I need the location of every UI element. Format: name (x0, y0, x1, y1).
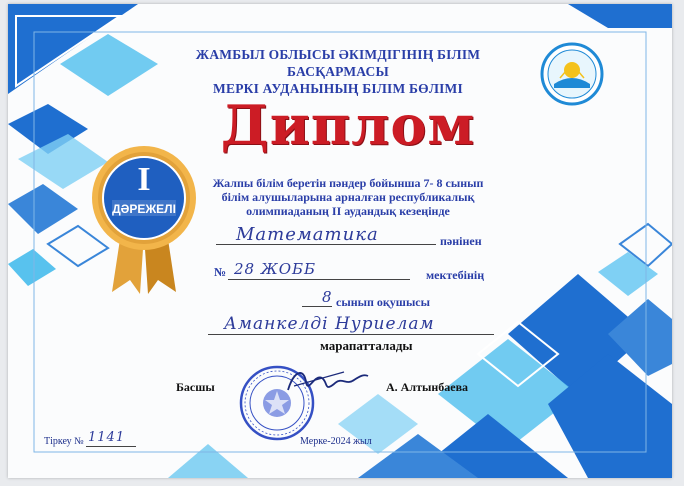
awarded-label: марапатталады (320, 338, 413, 353)
place-year: Мерке-2024 жыл (300, 436, 372, 447)
first-degree-badge (90, 144, 198, 294)
subject-underline (216, 244, 436, 245)
badge-label: ДӘРЕЖЕЛІ (112, 202, 176, 216)
subject-label: пәнінен (440, 234, 482, 248)
description-line-2: білім алушыларына арналған республикалық (221, 190, 475, 204)
issuer-line-2: МЕРКІ АУДАНЫНЫҢ БІЛІМ БӨЛІМІ (213, 81, 463, 96)
department-emblem-icon (540, 42, 604, 106)
registration-label: Тіркеу № (44, 436, 84, 447)
registration-number: 1141 (88, 430, 126, 445)
grade-value: 8 (322, 288, 333, 306)
student-name: Аманкелді Нуриелам (224, 314, 435, 334)
school-value: 28 ЖОББ (234, 260, 317, 278)
subject-value: Математика (236, 224, 379, 245)
diploma-sheet (8, 4, 672, 478)
description-line-1: Жалпы білім беретін пәндер бойынша 7- 8 сынып (212, 176, 484, 190)
issuer-header (158, 46, 518, 97)
registration-underline (86, 446, 136, 447)
school-number-sign: № (214, 265, 227, 279)
description-line-3: олимпиаданың ІІ аудандық кезеңінде (246, 204, 450, 218)
diploma-title: Диплом (220, 93, 476, 157)
student-underline (208, 334, 494, 335)
issuer-line-1: ЖАМБЫЛ ОБЛЫСЫ ӘКІМДІГІНІҢ БІЛІМ БАСҚАРМАСЫ (195, 47, 481, 79)
badge-degree: I (137, 161, 151, 198)
grade-underline (302, 306, 332, 307)
handwritten-signature-icon (284, 364, 370, 400)
director-role: Басшы (176, 380, 215, 394)
school-label: мектебінің (426, 268, 485, 282)
grade-label: сынып оқушысы (336, 295, 431, 309)
school-underline (228, 279, 410, 280)
director-name: А. Алтынбаева (386, 380, 469, 394)
